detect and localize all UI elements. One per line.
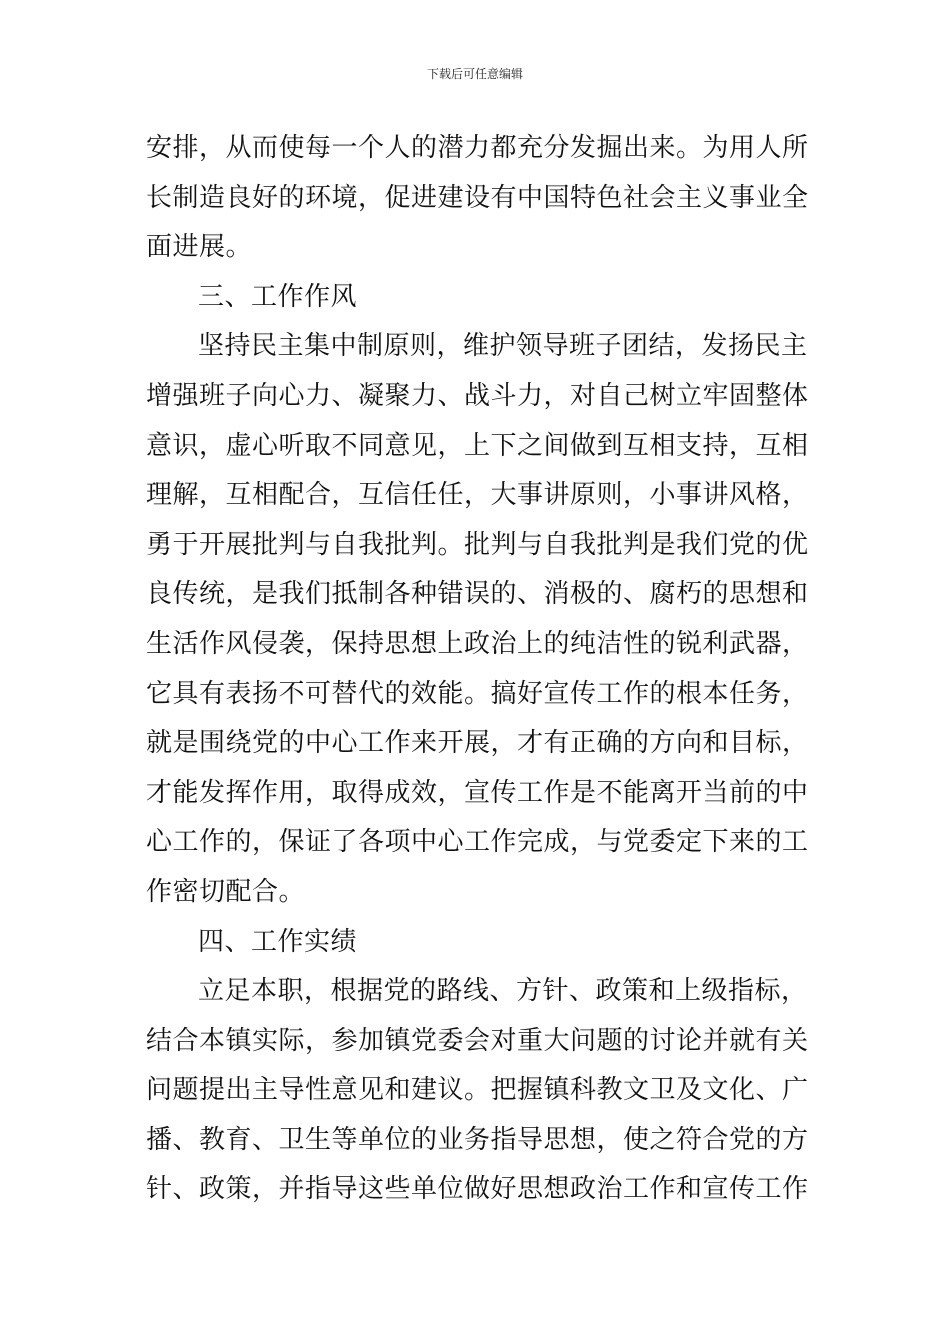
body-line: 理解，互相配合，互信任任，大事讲原则，小事讲风格， [146,480,809,511]
body-line: 针、政策，并指导这些单位做好思想政治工作和宣传工作 [146,1174,809,1205]
body-line: 面进展。 [146,232,253,263]
body-line: 安排，从而使每一个人的潜力都充分发掘出来。为用人所 [146,133,809,163]
body-line: 良传统，是我们抵制各种错误的、消极的、腐朽的思想和 [146,579,809,610]
document-body [146,124,810,1215]
body-line: 立足本职，根据党的路线、方针、政策和上级指标， [198,976,808,1007]
body-line: 它具有表扬不可替代的效能。搞好宣传工作的根本任务， [146,678,809,709]
body-line: 意识，虚心听取不同意见，上下之间做到互相支持，互相 [146,430,809,461]
body-line: 心工作的，保证了各项中心工作完成，与党委定下来的工 [146,827,809,858]
body-line: 长制造良好的环境，促进建设有中国特色社会主义事业全 [146,182,809,213]
body-line: 增强班子向心力、凝聚力、战斗力，对自己树立牢固整体 [146,380,809,411]
body-line: 才能发挥作用，取得成效，宣传工作是不能离开当前的中 [146,777,809,808]
page-header-note: 下载后可任意编辑 [426,67,523,81]
body-line: 坚持民主集中制原则，维护领导班子团结，发扬民主 [198,331,808,362]
body-line: 播、教育、卫生等单位的业务指导思想，使之符合党的方 [146,1124,809,1155]
body-line: 作密切配合。 [146,876,306,907]
section-heading-achievements: 四、工作实绩 [198,926,358,957]
section-heading-work-style: 三、工作作风 [198,281,358,312]
body-line: 结合本镇实际，参加镇党委会对重大问题的讨论并就有关 [146,1025,809,1056]
body-line: 就是围绕党的中心工作来开展，才有正确的方向和目标， [146,728,809,759]
body-line: 生活作风侵袭，保持思想上政治上的纯洁性的锐利武器， [146,628,809,659]
body-line: 问题提出主导性意见和建议。把握镇科教文卫及文化、广 [146,1075,809,1106]
body-line: 勇于开展批判与自我批判。批判与自我批判是我们党的优 [146,529,809,560]
